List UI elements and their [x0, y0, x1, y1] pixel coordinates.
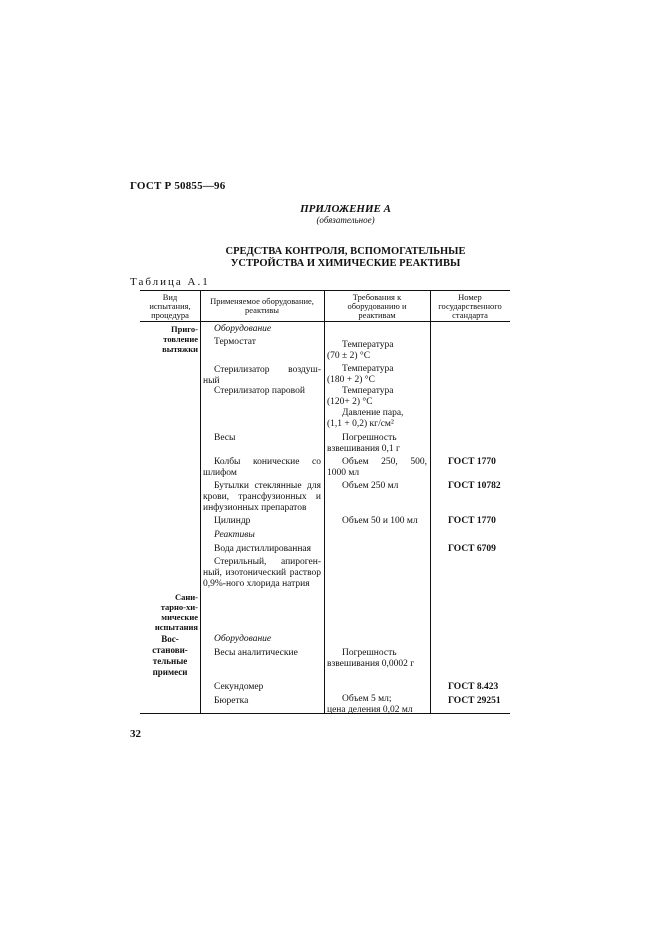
equipment-line: Стерилизатор воздуш- [214, 365, 321, 375]
column-divider-2 [324, 290, 325, 713]
requirement-conical-flasks [327, 457, 427, 479]
header-test-type [140, 293, 200, 320]
equipment-stopwatch: Секундомер [214, 682, 264, 692]
requirement-line: 1000 мл [327, 468, 360, 478]
procedure-line: Приго- [171, 324, 198, 334]
header-requirements [324, 293, 430, 320]
equipment-subheading-2: Оборудование [214, 634, 272, 644]
equipment-line: шлифом [203, 468, 237, 478]
equipment-burette: Бюретка [214, 696, 249, 706]
requirement-line: (70 ± 2) °С [327, 351, 371, 361]
reagent-line: 0,9%-ного хлорида натрия [203, 579, 310, 589]
requirement-cylinder: Объем 50 и 100 мл [342, 516, 418, 526]
document-code: ГОСТ Р 50855—96 [130, 180, 226, 192]
header-line: Номер [458, 292, 482, 302]
header-equipment [200, 297, 324, 315]
standard-stopwatch: ГОСТ 8.423 [448, 682, 499, 692]
header-line: Требования к [352, 292, 402, 302]
equipment-conical-flasks [203, 457, 321, 479]
requirement-line: (1,1 + 0,2) кг/см² [327, 419, 394, 429]
table-top-rule [140, 290, 510, 291]
standard-burette: ГОСТ 29251 [448, 696, 501, 706]
equipment-line: Бутылки стеклянные для [214, 481, 321, 491]
table-bottom-rule [140, 713, 510, 714]
equipment-line: крови, трансфузионных и [203, 492, 321, 502]
equipment-subheading: Оборудование [214, 324, 272, 334]
column-divider-3 [430, 290, 431, 713]
standard-distilled-water: ГОСТ 6709 [448, 544, 496, 554]
requirement-thermostat [327, 340, 427, 362]
procedure-line: станови- [152, 645, 188, 655]
header-line: процедура [151, 310, 189, 320]
procedure-line: Сани- [174, 592, 198, 602]
requirement-line: Давление пара, [342, 408, 404, 418]
procedure-line: испытания [154, 622, 198, 632]
reagent-line: Стерильный, апироген- [214, 557, 321, 567]
procedure-sanitary-chemical-tests [142, 592, 198, 632]
reagents-subheading: Реактивы [214, 530, 255, 540]
requirement-steam-pressure [327, 408, 427, 430]
requirement-line: взвешивания 0,0002 г [327, 659, 415, 669]
procedure-line: примеси [152, 667, 188, 677]
standard-glass-bottles: ГОСТ 10782 [448, 481, 501, 491]
requirement-line: (120+ 2) °С [327, 397, 373, 407]
table-label: Таблица А.1 [130, 276, 210, 288]
header-line: испытания, [149, 301, 191, 311]
appendix-status: (обязательное) [316, 215, 375, 225]
header-standard-number [430, 293, 510, 320]
equipment-line: инфузионных препаратов [203, 503, 307, 513]
column-divider-1 [200, 290, 201, 713]
procedure-line: вытяжки [162, 344, 198, 354]
standard-cylinder: ГОСТ 1770 [448, 516, 496, 526]
header-line: Вид [162, 292, 178, 302]
equipment-cylinder: Цилиндр [214, 516, 251, 526]
requirement-line: цена деления 0,02 мл [327, 705, 413, 715]
standard-conical-flasks: ГОСТ 1770 [448, 457, 496, 467]
requirement-steam-sterilizer [327, 386, 427, 408]
equipment-line: ный [203, 376, 220, 386]
requirement-glass-bottles: Объем 250 мл [342, 481, 399, 491]
header-line: реактивы [245, 305, 279, 315]
requirement-line: (180 + 2) °С [327, 375, 375, 385]
requirement-burette [327, 694, 427, 716]
requirement-line: Погрешность [342, 648, 397, 658]
header-line: реактивам [358, 310, 396, 320]
equipment-thermostat: Термостат [214, 337, 256, 347]
equipment-steam-sterilizer: Стерилизатор паровой [214, 386, 305, 396]
reagent-distilled-water: Вода дистиллированная [214, 544, 312, 554]
procedure-reducing-impurities [142, 634, 198, 678]
equipment-glass-bottles [203, 481, 321, 514]
header-line: государственного [438, 301, 502, 311]
procedure-extract-preparation [142, 324, 198, 354]
requirement-line: взвешивания 0,1 г [327, 444, 400, 454]
requirement-line: Погрешность [342, 433, 397, 443]
requirement-line: Температура [342, 364, 394, 374]
header-line: оборудованию и [347, 301, 407, 311]
requirement-line: Объем 250, 500, [342, 457, 427, 467]
procedure-line: мические [161, 612, 198, 622]
appendix-title: ПРИЛОЖЕНИЕ А [300, 203, 391, 215]
page-number: 32 [130, 728, 141, 740]
procedure-line: тельные [152, 656, 188, 666]
equipment-scales: Весы [214, 433, 236, 443]
equipment-line: Колбы конические со [214, 457, 321, 467]
procedure-line: товление [163, 334, 198, 344]
header-line: стандарта [452, 310, 488, 320]
requirement-analytical-scales [327, 648, 427, 670]
reagent-sodium-chloride-solution [203, 557, 321, 590]
requirement-scales [327, 433, 427, 455]
procedure-line: Вос- [161, 634, 179, 644]
requirement-line: Температура [342, 340, 394, 350]
requirement-line: Температура [342, 386, 394, 396]
equipment-analytical-scales: Весы аналитические [214, 648, 298, 658]
requirement-air-sterilizer-block [327, 364, 427, 386]
table-header-rule [140, 321, 510, 322]
reagent-line: ный, изотонический раствор [203, 568, 321, 578]
procedure-line: тарно-хи- [160, 602, 198, 612]
header-line: Применяемое оборудование, [210, 296, 314, 306]
equipment-air-sterilizer [203, 365, 321, 387]
section-title-line-2: УСТРОЙСТВА И ХИМИЧЕСКИЕ РЕАКТИВЫ [230, 258, 461, 269]
requirement-line: Объем 5 мл; [342, 694, 392, 704]
section-title-line-1: СРЕДСТВА КОНТРОЛЯ, ВСПОМОГАТЕЛЬНЫЕ [225, 246, 466, 257]
